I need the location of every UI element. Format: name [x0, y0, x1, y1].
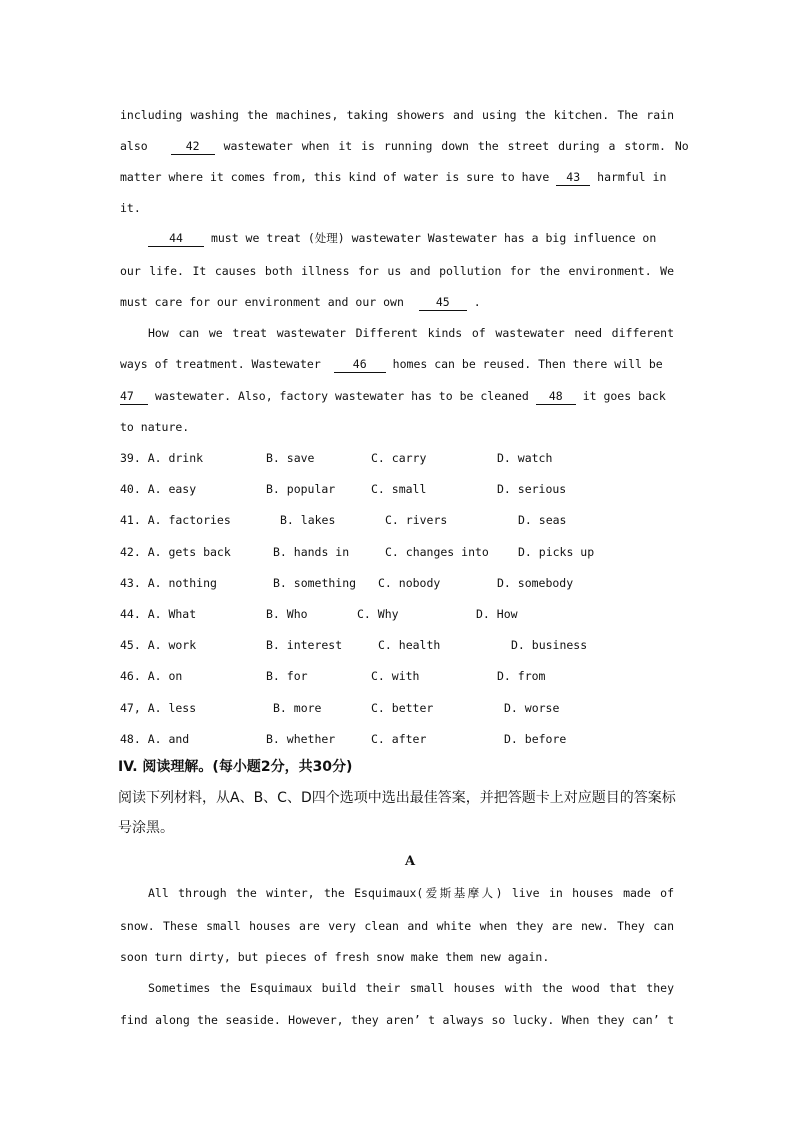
- passage-label: A: [404, 854, 416, 869]
- option-d: D. somebody: [497, 576, 574, 590]
- option-c: C. changes into: [385, 545, 489, 559]
- option-c: C. Why: [357, 607, 399, 621]
- option-b: B. more: [273, 701, 322, 715]
- option-a: 43. A. nothing: [120, 576, 217, 590]
- passage-text: wastewater when it is running down the street during a storm. No: [223, 139, 689, 153]
- passage-line: [120, 386, 674, 406]
- option-a: 42. A. gets back: [120, 545, 231, 559]
- passage-line: [120, 417, 674, 437]
- option-a: 46. A. on: [120, 669, 183, 683]
- blank-46: 46: [334, 356, 386, 373]
- passage-text: our life. It causes both illness for us and pollution for the environment. We: [120, 264, 674, 278]
- reading-text: snow. These small houses are very clean and white when they are new. They can: [120, 919, 674, 933]
- option-c: C. carry: [371, 451, 427, 465]
- option-d: D. watch: [497, 451, 553, 465]
- option-row: [120, 542, 680, 562]
- reading-line: [148, 978, 674, 998]
- option-a: 44. A. What: [120, 607, 197, 621]
- passage-text: .: [473, 295, 481, 309]
- passage-line: [120, 136, 689, 156]
- option-d: D. How: [476, 607, 518, 621]
- passage-text: matter where it comes from, this kind of water is sure to have: [120, 170, 550, 184]
- passage-text: harmful in: [597, 170, 667, 184]
- option-row: [120, 698, 680, 718]
- passage-text: must care for our environment and our own: [120, 295, 404, 309]
- blank-43: 43: [556, 169, 590, 186]
- option-b: B. hands in: [273, 545, 350, 559]
- option-row: [120, 635, 680, 655]
- option-d: D. business: [511, 638, 588, 652]
- option-row: [120, 510, 680, 530]
- blank-42: 42: [171, 138, 215, 155]
- blank-48: 48: [536, 388, 576, 405]
- option-row: [120, 448, 680, 468]
- option-b: B. Who: [266, 607, 308, 621]
- option-d: D. serious: [497, 482, 567, 496]
- passage-line: [120, 198, 674, 218]
- passage-line: [148, 323, 674, 343]
- option-b: B. lakes: [280, 513, 336, 527]
- section-heading: IV. 阅读理解。(每小题2分，共30分): [118, 759, 353, 775]
- section-instructions: 号涂黑。: [118, 820, 174, 836]
- option-c: C. with: [371, 669, 420, 683]
- passage-line: [120, 105, 674, 125]
- passage-text: homes can be reused. Then there will be: [392, 357, 663, 371]
- option-a: 41. A. factories: [120, 513, 231, 527]
- reading-text: soon turn dirty, but pieces of fresh snow make them new again.: [120, 950, 550, 964]
- passage-text: to nature.: [120, 420, 190, 434]
- reading-line: [120, 1010, 674, 1030]
- passage-line: [120, 292, 674, 312]
- option-a: 48. A. and: [120, 732, 190, 746]
- passage-text: How can we treat wastewater Different kinds of wastewater need different: [148, 326, 674, 340]
- option-row: [120, 573, 680, 593]
- passage-line: [120, 261, 674, 281]
- reading-text: Sometimes the Esquimaux build their small houses with the wood that they: [148, 981, 674, 995]
- option-d: D. seas: [518, 513, 567, 527]
- passage-line: [120, 167, 674, 187]
- reading-line: [120, 947, 674, 967]
- option-a: 39. A. drink: [120, 451, 204, 465]
- option-d: D. before: [504, 732, 567, 746]
- passage-text: must we treat (处理) wastewater Wastewater has a big influence on: [210, 231, 657, 245]
- option-row: [120, 729, 680, 749]
- option-b: B. something: [273, 576, 357, 590]
- reading-text: All through the winter, the Esquimaux(爱斯基摩人) live in houses made of: [148, 886, 674, 900]
- reading-line: [120, 916, 674, 936]
- passage-line: [148, 228, 674, 248]
- passage-text: also: [120, 139, 148, 153]
- passage-text: it.: [120, 201, 141, 215]
- option-b: B. whether: [266, 732, 336, 746]
- blank-44: 44: [148, 230, 204, 247]
- option-b: B. popular: [266, 482, 336, 496]
- blank-45: 45: [419, 294, 467, 311]
- option-row: [120, 666, 680, 686]
- reading-line: [148, 883, 674, 903]
- passage-text: ways of treatment. Wastewater: [120, 357, 321, 371]
- passage-text: it goes back: [582, 389, 666, 403]
- option-d: D. worse: [504, 701, 560, 715]
- passage-text: including washing the machines, taking showers and using the kitchen. The rain: [120, 108, 674, 122]
- passage-text: wastewater. Also, factory wastewater has to be cleaned: [154, 389, 529, 403]
- option-a: 45. A. work: [120, 638, 197, 652]
- option-b: B. interest: [266, 638, 343, 652]
- section-instructions: 阅读下列材料，从A、B、C、D四个选项中选出最佳答案，并把答题卡上对应题目的答案标: [118, 790, 676, 806]
- option-c: C. small: [371, 482, 427, 496]
- option-c: C. rivers: [385, 513, 448, 527]
- option-row: [120, 479, 680, 499]
- option-b: B. for: [266, 669, 308, 683]
- option-a: 40. A. easy: [120, 482, 197, 496]
- option-c: C. health: [378, 638, 441, 652]
- option-c: C. nobody: [378, 576, 441, 590]
- option-a: 47, A. less: [120, 701, 197, 715]
- reading-text: find along the seaside. However, they aren’ t always so lucky. When they can’ t: [120, 1013, 674, 1027]
- option-row: [120, 604, 680, 624]
- option-d: D. from: [497, 669, 546, 683]
- passage-line: [120, 354, 674, 374]
- blank-47: 47: [120, 388, 148, 405]
- option-d: D. picks up: [518, 545, 595, 559]
- option-c: C. after: [371, 732, 427, 746]
- option-b: B. save: [266, 451, 315, 465]
- option-c: C. better: [371, 701, 434, 715]
